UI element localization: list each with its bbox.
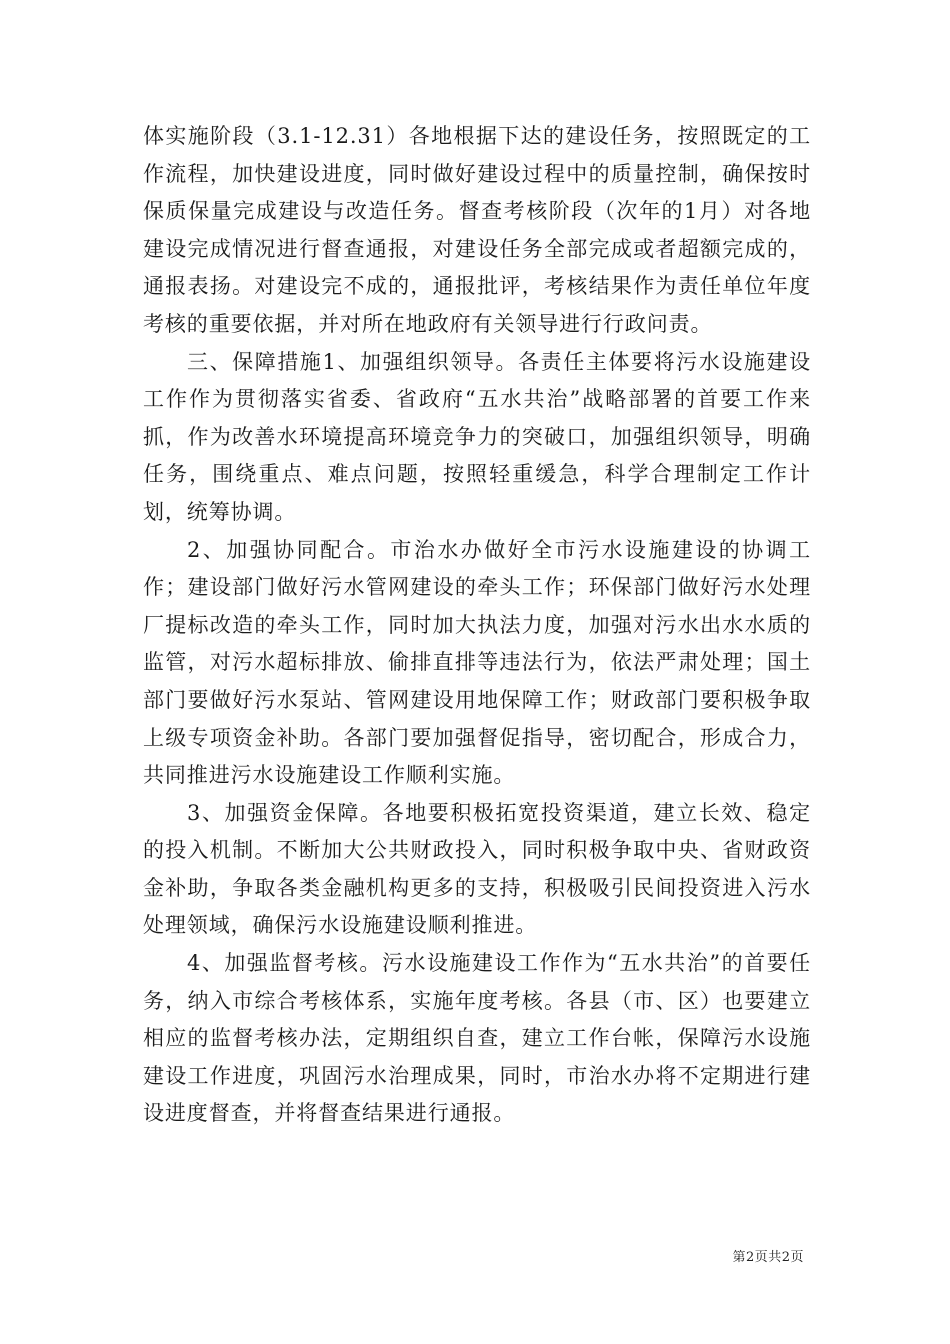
page-number-footer: 第2页共2页 (732, 1250, 804, 1265)
paragraph-safeguards-organization: 三、保障措施1、加强组织领导。各责任主体要将污水设施建设工作作为贯彻落实省委、省政府“五水共治”战略部署的首要工作来抓，作为改善水环境提高环境竞争力的突破口，加强组织领导，明确任务，围绕重点、难点问题，按照轻重缓急，科学合理制定工作计划，统筹协调。 (143, 349, 811, 524)
paragraph-coordination: 2、加强协同配合。市治水办做好全市污水设施建设的协调工作；建设部门做好污水管网建设的牵头工作；环保部门做好污水处理厂提标改造的牵头工作，同时加大执法力度，加强对污水出水水质的监管，对污水超标排放、偷排直排等违法行为，依法严肃处理；国土部门要做好污水泵站、管网建设用地保障工作；财政部门要积极争取上级专项资金补助。各部门要加强督促指导，密切配合，形成合力，共同推进污水设施建设工作顺利实施。 (143, 537, 811, 788)
paragraph-funding: 3、加强资金保障。各地要积极拓宽投资渠道，建立长效、稳定的投入机制。不断加大公共财政投入，同时积极争取中央、省财政资金补助，争取各类金融机构更多的支持，积极吸引民间投资进入污水处理领域，确保污水设施建设顺利推进。 (143, 800, 811, 938)
document-body (143, 118, 811, 1133)
paragraph-continuation: 体实施阶段（3.1-12.31）各地根据下达的建设任务，按照既定的工作流程，加快建设进度，同时做好建设过程中的质量控制，确保按时保质保量完成建设与改造任务。督查考核阶段（次年的1月）对各地建设完成情况进行督查通报，对建设任务全部完成或者超额完成的，通报表扬。对建设完不成的，通报批评，考核结果作为责任单位年度考核的重要依据，并对所在地政府有关领导进行行政问责。 (143, 124, 811, 336)
paragraph-supervision: 4、加强监督考核。污水设施建设工作作为“五水共治”的首要任务，纳入市综合考核体系，实施年度考核。各县（市、区）也要建立相应的监督考核办法，定期组织自查，建立工作台帐，保障污水设施建设工作进度，巩固污水治理成果，同时，市治水办将不定期进行建设进度督查，并将督查结果进行通报。 (143, 951, 811, 1126)
